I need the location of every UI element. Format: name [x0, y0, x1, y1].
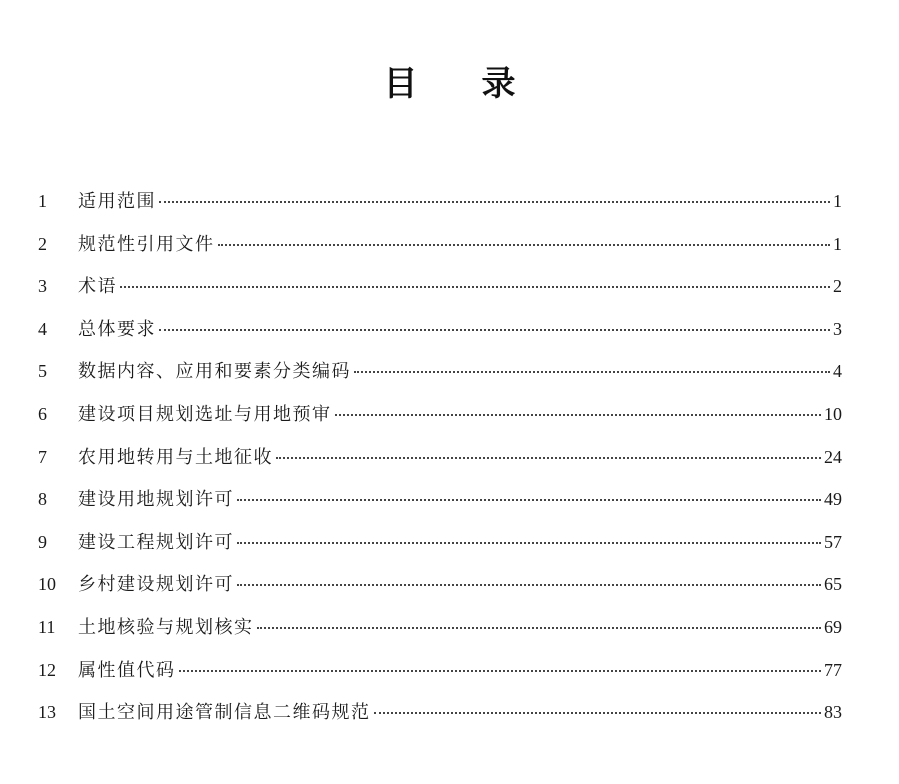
toc-title: 目录 [383, 63, 580, 104]
toc-entry[interactable] [38, 691, 842, 734]
toc-entry-page: 69 [824, 616, 842, 637]
toc-entry-number: 2 [38, 233, 47, 254]
toc-entry-text: 数据内容、应用和要素分类编码 [78, 361, 351, 383]
toc-entry-page: 77 [824, 659, 842, 680]
toc-entry-number: 1 [38, 191, 47, 211]
toc-dot-leader [257, 627, 822, 629]
toc-entry-text: 乡村建设规划许可 [78, 574, 234, 596]
toc-dot-leader [237, 584, 821, 586]
toc-entry-number: 3 [38, 276, 47, 297]
toc-entry[interactable] [38, 521, 842, 564]
toc-entry-number: 6 [38, 403, 47, 424]
toc-dot-leader [335, 414, 822, 416]
toc-entry[interactable] [38, 649, 842, 692]
toc-entry-text: 术语 [78, 276, 117, 298]
toc-dot-leader [159, 201, 830, 203]
toc-entry[interactable] [38, 350, 842, 393]
toc-entry-page: 1 [833, 233, 842, 254]
toc-entry-text: 属性值代码 [78, 659, 176, 681]
toc-entry-page: 65 [824, 574, 842, 595]
toc-entry-page: 1 [833, 191, 842, 211]
toc-entry[interactable] [38, 223, 842, 266]
toc-entry-page: 4 [833, 361, 842, 382]
toc-entry[interactable] [38, 478, 842, 521]
toc-entry-text: 建设工程规划许可 [78, 531, 234, 553]
toc-entry-text: 建设用地规划许可 [78, 489, 234, 511]
toc-dot-leader [374, 712, 822, 714]
toc-entry-number: 13 [38, 702, 56, 723]
toc-dot-leader [237, 499, 821, 501]
toc-dot-leader [354, 371, 830, 373]
toc-entry-number: 8 [38, 489, 47, 510]
toc-entry[interactable] [38, 393, 842, 436]
toc-entry-number: 4 [38, 318, 47, 339]
toc-entry-text: 总体要求 [78, 318, 156, 340]
toc-entry[interactable] [38, 606, 842, 649]
toc-entry[interactable] [38, 436, 842, 479]
toc-entry-text: 农用地转用与土地征收 [78, 446, 273, 468]
toc-entry-text: 国土空间用途管制信息二维码规范 [78, 702, 371, 724]
toc-entry-number: 10 [38, 574, 56, 595]
toc-entry-text: 规范性引用文件 [78, 233, 215, 255]
toc-dot-leader [276, 457, 821, 459]
toc-entry[interactable] [38, 563, 842, 606]
toc-entry[interactable] [38, 265, 842, 308]
toc-entry-page: 10 [824, 403, 842, 424]
toc-entry-page: 3 [833, 318, 842, 339]
toc-entry-page: 83 [824, 702, 842, 723]
toc-entry-page: 57 [824, 531, 842, 552]
toc-list [38, 180, 842, 734]
toc-entry-page: 24 [824, 446, 842, 467]
toc-dot-leader [237, 542, 821, 544]
toc-dot-leader [159, 329, 830, 331]
toc-entry-number: 12 [38, 659, 56, 680]
toc-entry-number: 7 [38, 446, 47, 467]
toc-dot-leader [120, 286, 830, 288]
toc-entry-text: 适用范围 [78, 191, 156, 212]
toc-entry-number: 9 [38, 531, 47, 552]
toc-entry-text: 土地核验与规划核实 [78, 616, 254, 638]
toc-entry-number: 5 [38, 361, 47, 382]
toc-entry-number: 11 [38, 616, 56, 637]
toc-dot-leader [218, 244, 831, 246]
toc-entry[interactable] [38, 308, 842, 351]
toc-dot-leader [179, 670, 822, 672]
toc-entry-text: 建设项目规划选址与用地预审 [78, 403, 332, 425]
toc-entry[interactable] [38, 180, 842, 223]
toc-entry-page: 2 [833, 276, 842, 297]
toc-entry-page: 49 [824, 489, 842, 510]
